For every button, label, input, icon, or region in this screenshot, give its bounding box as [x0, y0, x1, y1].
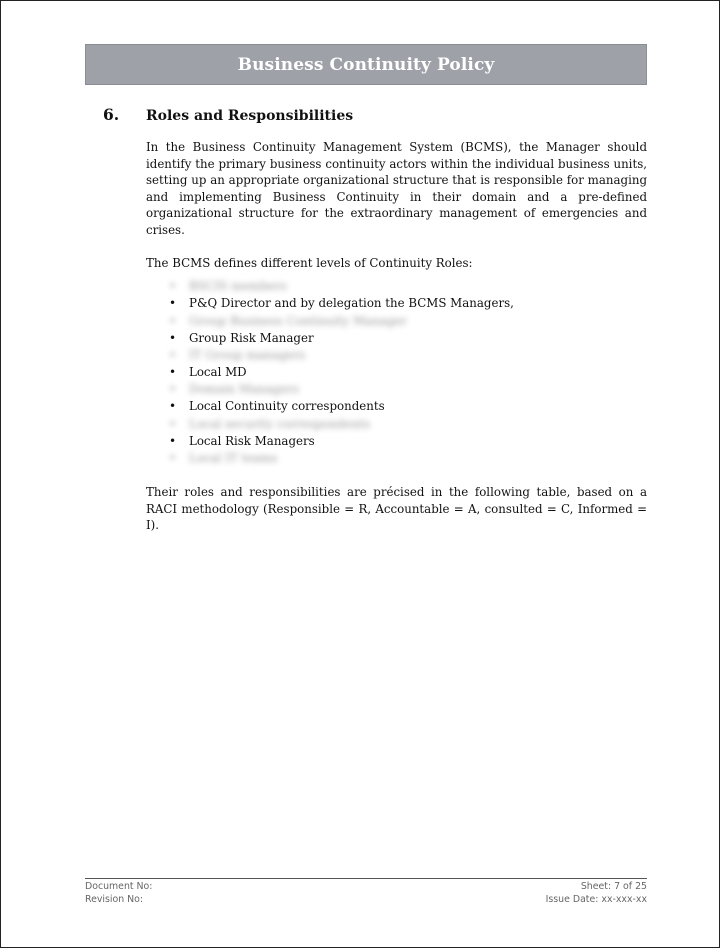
bullet-icon: • — [169, 279, 177, 294]
revision-number-label: Revision No: — [85, 893, 144, 905]
bullet-icon: • — [169, 451, 177, 466]
bullet-icon: • — [169, 416, 177, 431]
bullet-icon: • — [169, 382, 177, 397]
role-text: Group Business Continuity Manager — [189, 313, 407, 328]
role-list-item — [146, 398, 647, 415]
role-list-item — [146, 295, 647, 312]
role-list-item — [146, 347, 647, 364]
section-body — [146, 139, 647, 534]
role-list-item — [146, 416, 647, 433]
bullet-icon: • — [169, 433, 177, 448]
bullet-icon: • — [169, 365, 177, 380]
document-title: Business Continuity Policy — [237, 54, 495, 75]
role-list-item — [146, 450, 647, 467]
section-title: Roles and Responsibilities — [146, 108, 354, 124]
roles-list — [146, 278, 647, 467]
section-number: 6. — [103, 105, 120, 124]
page-footer — [85, 878, 647, 906]
role-list-item — [146, 330, 647, 347]
role-list-item — [146, 381, 647, 398]
bullet-icon: • — [169, 399, 177, 414]
intro-paragraph: In the Business Continuity Management System (BCMS), the Manager should identify the primary business continuity actors within the individual business units, setting up an appropriate organizational structure that is responsible for managing and implementing Business Continuity in their domain and a pre-defined organizational structure for the extraordinary management of emergencies and crises. — [146, 140, 647, 237]
role-text: Local Continuity correspondents — [189, 399, 385, 414]
role-list-item — [146, 433, 647, 450]
role-list-item — [146, 364, 647, 381]
bullet-icon: • — [169, 313, 177, 328]
sheet-number: Sheet: 7 of 25 — [580, 881, 647, 892]
document-number-label: Document No: — [85, 881, 153, 892]
role-text: Local IT teams — [189, 451, 278, 466]
bullet-icon: • — [169, 347, 177, 362]
role-text: Local security correspondents — [189, 416, 371, 431]
issue-date: Issue Date: xx-xxx-xx — [545, 893, 647, 905]
outro-paragraph: Their roles and responsibilities are précised in the following table, based on a RACI methodology (Responsible = R, Accountable = A, consulted = C, Informed = I). — [146, 485, 647, 533]
role-text: IT Group managers — [189, 347, 306, 362]
role-text: BSCIS members — [189, 279, 287, 294]
bullet-icon: • — [169, 296, 177, 311]
role-list-item — [146, 278, 647, 295]
bullet-icon: • — [169, 330, 177, 345]
roles-lead-text: The BCMS defines different levels of Continuity Roles: — [146, 255, 473, 270]
role-text: P&Q Director and by delegation the BCMS Managers, — [189, 296, 514, 311]
role-text: Domain Managers — [189, 382, 299, 397]
role-text: Group Risk Manager — [189, 330, 314, 345]
header-banner — [85, 44, 647, 85]
role-text: Local Risk Managers — [189, 433, 315, 448]
role-list-item — [146, 313, 647, 330]
section-heading — [103, 105, 353, 124]
role-text: Local MD — [189, 365, 247, 380]
